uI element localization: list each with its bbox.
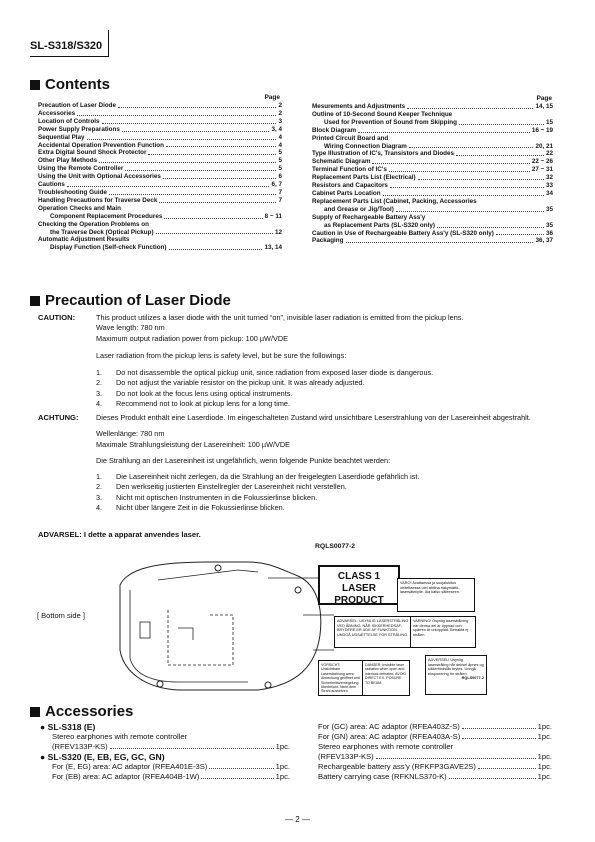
toc-leader <box>159 197 276 203</box>
toc-entry-title: Block Diagram <box>312 126 357 134</box>
toc-entry <box>312 237 553 245</box>
toc-entry-title: Precaution of Laser Diode <box>38 102 117 109</box>
numbered-item <box>96 378 556 388</box>
accessories-right <box>318 722 552 782</box>
advarsel-warning-label: ADVARSEL: USYNLIG LASERSTRÅLING VED ÅBNING, NÅR SIKKERHEDSAF- BRYDERE ER UDE AF FUNKTION. UNDGÅ UDSÆTTELSE FOR STRÅLING. <box>334 616 412 648</box>
part-number: RQLS0077-2 <box>315 543 356 550</box>
toc-leader <box>456 150 544 156</box>
toc-entry <box>38 102 282 110</box>
toc-entry-title: Schematic Diagram <box>312 158 371 166</box>
toc-entry-title: Caution in Use of Rechargeable Battery Ass'y (SL-S320 only) <box>312 229 494 237</box>
toc-entry-page: 13, 14 <box>264 244 282 252</box>
numbered-item <box>96 482 558 492</box>
accessory-qty: 1pc. <box>275 762 290 771</box>
advarsel-line: ADVARSEL: I dette a apparat anvendes laser. <box>38 530 201 539</box>
toc-entry-title: Display Function (Self-check Function) <box>50 244 167 252</box>
toc-entry <box>38 173 282 181</box>
numbered-item <box>96 503 558 513</box>
toc-leader <box>156 229 273 235</box>
toc-entry-page: 14, 15 <box>535 103 553 110</box>
toc-entry-title: Replacement Parts List (Electrical) <box>312 174 416 182</box>
toc-entry-page: 27 ~ 31 <box>531 166 553 174</box>
achtung-label: ACHTUNG: <box>38 413 79 422</box>
toc-entry-title: as Replacement Parts (SL-S320 only) <box>324 221 435 229</box>
item-number: 1. <box>96 368 103 378</box>
caution-label: CAUTION: <box>38 313 76 322</box>
caution-block <box>96 313 556 409</box>
adversel-text: ADVERSEL! Usynlig laserstråling når deksel åpnes og sikkerhedslås brytes. Unngå eksponering for strålen. <box>428 658 484 676</box>
accessory-item <box>318 752 552 762</box>
toc-leader <box>407 103 533 109</box>
accessory-name: For (E, EG) area: AC adaptor (RFEA401E-3S) <box>52 762 208 771</box>
accessory-leader <box>201 772 273 779</box>
toc-entry <box>312 174 553 182</box>
toc-entry-title: and Grease or Jig/Tool) <box>324 205 394 213</box>
accessory-item <box>318 742 552 752</box>
s320-label: SL-S320 (E, EB, EG, GC, GN) <box>47 752 165 762</box>
toc-entry <box>312 166 553 174</box>
item-text: Nicht mit optischen Instrumenten in die Fokussierlinse blicken. <box>116 492 318 502</box>
accessory-name: For (GN) area: AC adaptor (RFEA403A-S) <box>318 732 461 741</box>
max-de: Maximale Strahlungsleistung der Lasereinheit: 100 µW/VDE <box>96 439 291 449</box>
toc-leader <box>427 214 551 220</box>
toc-entry <box>312 214 553 222</box>
precaution-title: Precaution of Laser Diode <box>45 292 231 309</box>
toc-entry <box>38 118 282 126</box>
toc-entry-title: Replacement Parts List (Cabinet, Packing, Accessories <box>312 197 477 205</box>
accessory-leader <box>455 742 550 749</box>
accessory-leader <box>478 762 536 769</box>
toc-leader <box>102 118 277 124</box>
toc-leader <box>358 127 530 133</box>
accessory-qty: 1pc. <box>537 772 552 781</box>
toc-entry <box>38 221 282 229</box>
toc-leader <box>109 189 277 195</box>
toc-entry-title: Using the Remote Controller <box>38 165 124 173</box>
accessory-name: Rechargeable battery ass'y (RFKFP3GAVE2S) <box>318 762 476 771</box>
numbered-item <box>96 493 558 503</box>
accessory-name: For (EB) area: AC adaptor (RFEA404B-1W) <box>52 772 200 781</box>
toc-entry-title: Troubleshooting Guide <box>38 188 107 196</box>
toc-entry-page: 8 ~ 11 <box>264 212 282 220</box>
toc-entry-page: 5 <box>278 149 282 157</box>
toc-entry-title: Wiring Connection Diagram <box>324 142 407 150</box>
toc-leader <box>163 173 277 179</box>
toc-entry-title: Using the Unit with Optional Accessories <box>38 173 161 181</box>
toc-leader <box>122 126 270 132</box>
toc-entry-title: Used for Prevention of Sound from Skipping <box>324 118 457 126</box>
numbered-item <box>96 472 558 482</box>
toc-entry-title: Operation Checks and Main <box>38 204 121 212</box>
s320-items <box>40 762 290 782</box>
toc-leader <box>396 206 544 212</box>
toc-leader <box>151 221 280 227</box>
caution-list <box>96 368 556 409</box>
varo-label: VARO! Avattaessa ja suojalukitus ohitettaessa olet alttiina näkymättö- lasersäteilylle. Ala katso säteeseen. <box>397 578 475 612</box>
toc-leader <box>123 205 280 211</box>
toc-entry <box>312 182 553 190</box>
toc-entry <box>312 222 553 230</box>
label-code: RQLS0077-2 <box>461 676 484 681</box>
accessory-leader <box>209 762 273 769</box>
vorsicht-label: VORSICHT: Unsichtbare Laserstrahlung wenn Abdeckung geöffnet und Sicherheitsverriegelung überbrückt. Nicht dem Strahl aussetzen. <box>318 660 363 696</box>
toc-entry-title: Other Play Methods <box>38 157 98 165</box>
toc-entry <box>312 111 553 119</box>
toc-entry-page: 6 <box>278 173 282 181</box>
adversel-label <box>425 655 487 695</box>
toc-leader <box>454 111 551 117</box>
square-bullet-icon <box>30 296 40 306</box>
toc-entry-title: Cabinet Parts Location <box>312 189 381 197</box>
toc-entry-title: Printed Circuit Board and <box>312 134 389 142</box>
toc-entry <box>38 149 282 157</box>
wellenlaenge: Wellenlänge: 780 nm <box>96 429 165 439</box>
numbered-item <box>96 399 556 409</box>
max-output: Maximum output radiation power from pickup: 100 µW/VDE <box>96 333 288 343</box>
toc-leader <box>372 158 529 164</box>
square-bullet-icon <box>30 707 40 717</box>
toc-leader <box>125 165 276 171</box>
toc-entry-page: 12 <box>274 228 282 236</box>
accessories-title: Accessories <box>45 703 134 720</box>
toc-entry-page: 2 <box>278 109 282 117</box>
toc-entry-title: the Traverse Deck (Optical Pickup) <box>50 228 154 236</box>
toc-entry <box>312 190 553 198</box>
safe-text: Laser radiation from the pickup lens is safety level, but be sure the followings: <box>96 350 347 360</box>
toc-entry-title: Resistors and Capacitors <box>312 182 388 190</box>
accessory-leader <box>462 722 536 729</box>
page-label-right: Page <box>536 95 552 102</box>
accessory-name: For (GC) area: AC adaptor (RFEA403Z-S) <box>318 722 460 731</box>
model-divider <box>108 30 109 57</box>
toc-entry <box>38 189 282 197</box>
toc-entry-title: Power Supply Preparations <box>38 125 120 133</box>
accessory-qty: 1pc. <box>537 752 552 761</box>
danger-label: DANGER: Invisible laser radiation when open and interlock defeated. AVOID DIRECT EX- POSURE TO BEAM. <box>362 660 410 696</box>
toc-leader <box>409 143 534 149</box>
toc-entry-page: 2 <box>278 102 282 109</box>
toc-leader <box>67 181 270 187</box>
toc-entry-page: 15 <box>545 118 553 126</box>
toc-entry-title: Mesurements and Adjustments <box>312 103 406 110</box>
toc-entry <box>38 197 282 205</box>
toc-entry-page: 32 <box>545 174 553 182</box>
toc-leader <box>437 222 544 228</box>
toc-entry <box>38 110 282 118</box>
achtung-text: Dieses Produkt enthält eine Laserdiode. Im eingeschalteten Zustand wird unsichtbare Leserstrahlung von der Lasereinheit abgestrahlt. <box>96 413 531 422</box>
toc-entry-title: Checking the Operation Problems on <box>38 220 149 228</box>
page-label-left: Page <box>264 94 280 101</box>
toc-entry-title: Type Illustration of IC's, Transistors and Diodes <box>312 150 455 158</box>
toc-entry-title: Cautions <box>38 181 65 189</box>
accessory-qty: 1pc. <box>537 722 552 731</box>
toc-leader <box>164 213 262 219</box>
toc-leader <box>77 110 276 116</box>
toc-leader <box>459 119 544 125</box>
accessory-qty: 1pc. <box>275 772 290 781</box>
item-number: 4. <box>96 503 103 513</box>
toc-leader <box>383 190 544 196</box>
model-underline <box>30 56 108 57</box>
toc-leader <box>131 236 280 242</box>
item-text: Do not look at the focus lens using optical instruments. <box>116 388 293 398</box>
toc-entry <box>38 205 282 213</box>
accessory-item <box>318 762 552 772</box>
accessory-item <box>318 732 552 742</box>
accessory-name: Battery carrying case (RFKNLS370-K) <box>318 772 447 781</box>
toc-entry-title: Accessories <box>38 109 76 117</box>
toc-leader <box>496 230 544 236</box>
toc-leader <box>418 174 544 180</box>
model-s320: ● SL-S320 (E, EB, EG, GC, GN) <box>40 752 165 762</box>
square-bullet-icon <box>30 80 40 90</box>
toc-leader <box>118 102 276 108</box>
toc-left-column <box>38 102 282 252</box>
accessories-left <box>40 722 290 782</box>
toc-entry-page: 4 <box>278 141 282 149</box>
achtung-block <box>96 413 558 513</box>
toc-entry-page: 34 <box>545 189 553 197</box>
toc-entry-page: 35 <box>545 205 553 213</box>
model-tag: SL-S318/S320 <box>30 40 103 52</box>
toc-leader <box>99 157 276 163</box>
class1-label <box>318 565 400 605</box>
toc-entry-page: 3 <box>278 117 282 125</box>
toc-entry-page: 7 <box>278 196 282 204</box>
toc-leader <box>148 149 276 155</box>
toc-entry <box>312 103 553 111</box>
page-footer: — 2 — <box>285 815 310 824</box>
precaution-heading <box>30 292 231 309</box>
toc-right-column <box>312 103 553 245</box>
accessory-item <box>318 722 552 732</box>
toc-leader <box>390 182 544 188</box>
toc-entry-page: 33 <box>545 182 553 190</box>
toc-entry-page: 6, 7 <box>271 181 282 189</box>
toc-entry <box>312 143 553 151</box>
class1-line2: LASER PRODUCT <box>334 583 384 606</box>
toc-entry-title: Extra Digital Sound Shock Protector <box>38 149 147 157</box>
toc-leader <box>87 134 277 140</box>
item-text: Die Lasereinheit nicht zerlegen, da die Strahlung an der freigelegten Laserdiode gefährlich ist. <box>116 472 420 482</box>
item-number: 2. <box>96 482 103 492</box>
item-number: 2. <box>96 378 103 388</box>
toc-entry-title: Location of Controls <box>38 117 100 125</box>
accessory-name: (RFEV133P-KS) <box>318 752 374 761</box>
toc-entry-title: Component Replacement Procedures <box>50 212 163 220</box>
toc-entry <box>38 142 282 150</box>
accessory-leader <box>462 732 535 739</box>
toc-entry <box>312 135 553 143</box>
model-s318: ● SL-S318 (E) <box>40 722 96 732</box>
toc-entry-page: 20, 21 <box>535 142 553 150</box>
s318-item: Stereo earphones with remote controller <box>52 732 188 741</box>
class1-line1: CLASS 1 <box>337 571 381 582</box>
contents-heading <box>30 76 110 93</box>
toc-entry-title: Automatic Adjustment Results <box>38 236 130 244</box>
accessory-item <box>40 762 290 772</box>
accessory-qty: 1pc. <box>537 762 552 771</box>
toc-entry-page: 4 <box>278 133 282 141</box>
varning-label: VARNING! Osynlig laserstrålning när denna del är öppnad och spärren är urkopplad. Betrakta ej strålen. <box>410 616 476 648</box>
toc-entry <box>38 126 282 134</box>
toc-entry-page: 3, 4 <box>271 125 282 133</box>
toc-entry <box>38 229 282 237</box>
item-number: 3. <box>96 492 103 502</box>
accessory-item <box>318 772 552 782</box>
toc-leader <box>346 237 534 243</box>
toc-entry <box>312 119 553 127</box>
toc-entry-page: 22 <box>545 150 553 158</box>
toc-entry-page: 36, 37 <box>535 237 553 245</box>
s318-item-row <box>40 742 290 752</box>
s318-qty: 1pc. <box>275 742 290 751</box>
item-number: 3. <box>96 388 103 398</box>
toc-entry <box>38 244 282 252</box>
contents-title: Contents <box>45 76 110 93</box>
toc-entry-title: Accidental Operation Prevention Function <box>38 141 164 149</box>
de-text: Die Strahlung an der Lasereinheit ist ungefährlich, wenn folgende Punkte beachtet werden: <box>96 455 391 465</box>
toc-leader <box>389 166 530 172</box>
toc-leader <box>166 142 277 148</box>
toc-entry-page: 7 <box>278 188 282 196</box>
wavelength: Wave length: 780 nm <box>96 323 165 333</box>
toc-entry <box>38 181 282 189</box>
toc-entry <box>38 134 282 142</box>
toc-entry-title: Terminal Function of IC's <box>312 166 387 174</box>
toc-entry-page: 22 ~ 26 <box>531 158 553 166</box>
item-text: Nicht über längere Zeit in die Fokussierlinse blicken. <box>116 503 285 513</box>
toc-entry <box>38 157 282 165</box>
accessories-heading <box>30 703 133 720</box>
toc-leader <box>169 244 263 250</box>
numbered-item <box>96 389 556 399</box>
s318-label: SL-S318 (E) <box>47 722 96 732</box>
toc-entry-page: 35 <box>545 221 553 229</box>
bottom-side-label: [ Bottom side ] <box>37 611 85 620</box>
accessory-leader <box>376 752 536 759</box>
toc-entry <box>312 158 553 166</box>
item-text: Do not adjust the variable resistor on the pickup unit. It was already adjusted. <box>116 378 365 388</box>
toc-entry-page: 5 <box>278 165 282 173</box>
toc-entry <box>312 127 553 135</box>
numbered-item <box>96 368 556 378</box>
item-text: Recommend not to look at pickup lens for a long time. <box>116 399 290 409</box>
item-text: Do not disassemble the optical pickup unit, since radiation from exposed laser diode is dangerous. <box>116 368 434 378</box>
toc-entry <box>312 150 553 158</box>
accessory-qty: 1pc. <box>537 732 552 741</box>
toc-entry-title: Handling Precautions for Traverse Deck <box>38 196 158 204</box>
accessory-item <box>40 772 290 782</box>
toc-entry <box>38 213 282 221</box>
accessory-leader <box>449 772 536 779</box>
toc-leader <box>390 135 551 141</box>
item-number: 4. <box>96 399 103 409</box>
toc-entry-page: 5 <box>278 157 282 165</box>
caution-text: This product utilizes a laser diode with the unit turned “on”, invisible laser radiation is emitted from the pickup lens. <box>96 313 464 322</box>
toc-entry <box>312 198 553 206</box>
toc-entry-title: Sequential Play <box>38 133 85 141</box>
toc-entry <box>38 236 282 244</box>
toc-entry-title: Supply of Rechargeable Battery Ass'y <box>312 213 426 221</box>
toc-entry <box>312 206 553 214</box>
de-list <box>96 472 558 513</box>
toc-entry-page: 36 <box>545 229 553 237</box>
toc-entry-title: Packaging <box>312 237 344 245</box>
item-number: 1. <box>96 472 103 482</box>
accessory-name: Stereo earphones with remote controller <box>318 742 454 751</box>
s318-part: (RFEV133P-KS) <box>52 742 108 751</box>
item-text: Den werkseitig justierten Einstellregler der Lasereinheit nicht verstellen. <box>116 482 347 492</box>
toc-entry <box>38 165 282 173</box>
toc-entry-title: Outline of 10-Second Sound Keeper Technique <box>312 110 453 118</box>
toc-leader <box>479 198 551 204</box>
toc-entry-page: 16 ~ 19 <box>531 126 553 134</box>
toc-entry <box>312 230 553 238</box>
